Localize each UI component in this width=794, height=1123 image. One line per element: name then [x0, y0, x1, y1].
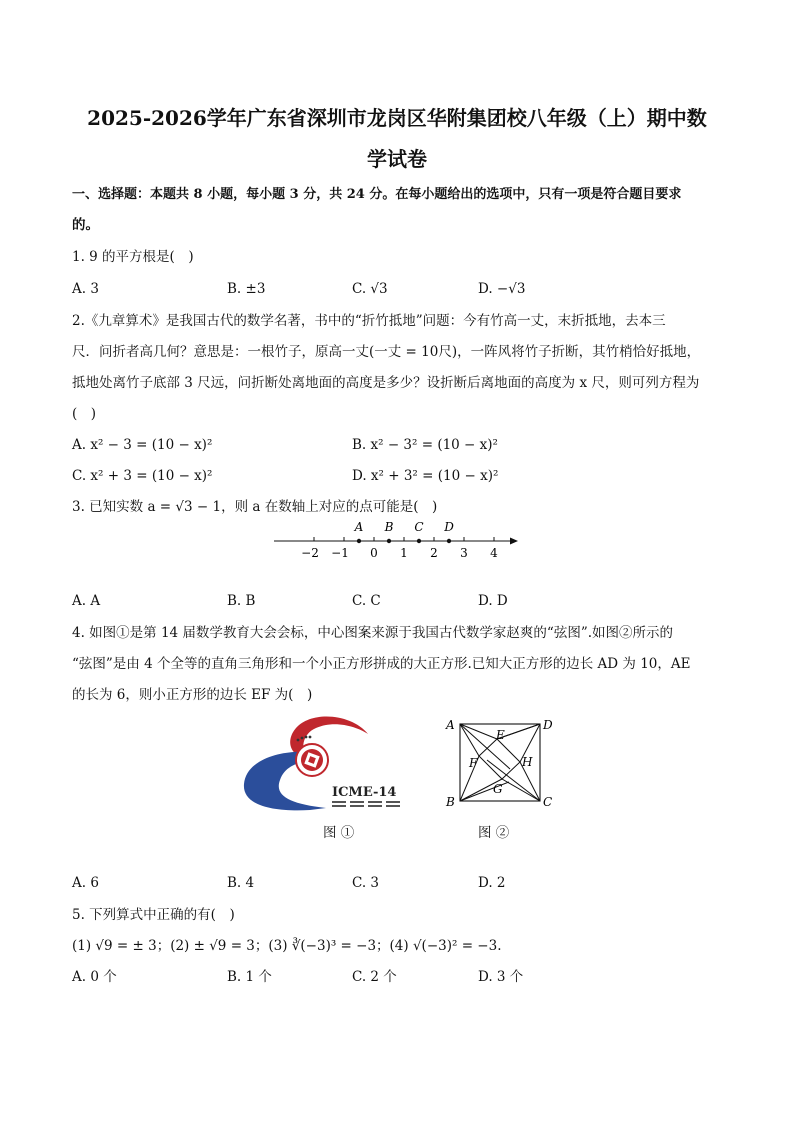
q5-option-d: D. 3 个 [478, 969, 524, 985]
q1-option-b: B. ±3 [227, 281, 266, 297]
tick-label-2: 2 [430, 546, 438, 560]
q4-option-c: C. 3 [352, 875, 380, 891]
point-d-label: D [444, 520, 454, 534]
q5-expressions: (1) √9 = ± 3；(2) ± √9 = 3；(3) ∛(−3)³ = −3；(4) √(−3)² = −3. [72, 938, 502, 954]
q3-option-a: A. A [72, 593, 101, 609]
section-heading: 一、选择题：本题共 8 小题，每小题 3 分，共 24 分。在每小题给出的选项中，只有一项是符合题目要求 [72, 187, 682, 202]
tick-label-neg1: −1 [331, 546, 349, 560]
q4-option-b: B. 4 [227, 875, 255, 891]
q4-option-a: A. 6 [72, 875, 99, 891]
tick-label-4: 4 [490, 546, 498, 560]
q2-stem-line2: 尺．问折者高几何？意思是：一根竹子，原高一丈(一丈 = 10尺)，一阵风将竹子折断，其竹梢恰好抵地， [72, 344, 701, 360]
fig2-caption: 图 ② [478, 825, 510, 841]
point-a [357, 539, 361, 543]
q4-stem-line3: 的长为 6，则小正方形的边长 EF 为( ) [72, 687, 313, 703]
point-c [417, 539, 421, 543]
q2-stem-line3: 抵地处离竹子底部 3 尺远，问折断处离地面的高度是多少？设折断后离地面的高度为 x 尺，则可列方程为 [72, 375, 700, 391]
q3-option-c: C. C [352, 593, 381, 609]
label-c: C [543, 795, 553, 809]
point-c-label: C [414, 520, 424, 534]
point-b [387, 539, 391, 543]
q2-option-c: C. x² + 3 = (10 − x)² [72, 468, 213, 484]
exam-title-line2: 学试卷 [367, 147, 427, 171]
q3-option-b: B. B [227, 593, 256, 609]
label-g: G [493, 782, 503, 796]
q1-option-a: A. 3 [72, 281, 99, 297]
logo-stripes [332, 801, 400, 807]
q2-stem-line4: ( ) [72, 406, 97, 422]
number-line-figure [270, 516, 522, 562]
point-a-label: A [354, 520, 364, 534]
number-line-ticks [314, 537, 494, 541]
tick-label-3: 3 [460, 546, 468, 560]
q3-option-d: D. D [478, 593, 508, 609]
tick-label-neg2: −2 [301, 546, 319, 560]
q4-option-d: D. 2 [478, 875, 506, 891]
q5-stem: 5. 下列算式中正确的有( ) [72, 907, 235, 923]
q2-option-a: A. x² − 3 = (10 − x)² [72, 437, 213, 453]
label-a: A [446, 718, 455, 732]
logo-text: ICME-14 [332, 785, 397, 800]
q5-option-a: A. 0 个 [72, 969, 117, 985]
label-f: F [469, 756, 478, 770]
label-d: D [543, 718, 553, 732]
q2-stem-line1: 2.《九章算术》是我国古代的数学名著，书中的“折竹抵地”问题：今有竹高一丈，末折抵地，去本三 [72, 313, 666, 329]
q5-option-c: C. 2 个 [352, 969, 397, 985]
tick-label-0: 0 [370, 546, 378, 560]
q2-option-b: B. x² − 3² = (10 − x)² [352, 437, 498, 453]
point-b-label: B [384, 520, 394, 534]
icme14-logo-figure [240, 708, 418, 816]
exam-title-line1: 2025-2026学年广东省深圳市龙岗区华附集团校八年级（上）期中数 [87, 106, 707, 130]
q1-option-d: D. −√3 [478, 281, 526, 297]
label-e: E [496, 728, 505, 742]
q5-option-b: B. 1 个 [227, 969, 272, 985]
label-h: H [522, 755, 533, 769]
label-b: B [446, 795, 455, 809]
section-heading-cont: 的。 [72, 217, 99, 233]
chord-diagram-figure [440, 712, 558, 812]
q1-option-c: C. √3 [352, 281, 388, 297]
q2-option-d: D. x² + 3² = (10 − x)² [352, 468, 499, 484]
tick-label-1: 1 [400, 546, 408, 560]
fig1-caption: 图 ① [323, 825, 355, 841]
q4-stem-line2: “弦图”是由 4 个全等的直角三角形和一个小正方形拼成的大正方形.已知大正方形的边长 AD 为 10，AE [72, 656, 691, 672]
point-d [447, 539, 451, 543]
q1-stem: 1. 9 的平方根是( ) [72, 249, 194, 265]
q3-stem: 3. 已知实数 a = √3 − 1，则 a 在数轴上对应的点可能是( ) [72, 499, 438, 515]
q4-stem-line1: 4. 如图①是第 14 届数学教育大会会标，中心图案来源于我国古代数学家赵爽的“弦图”.如图②所示的 [72, 625, 674, 641]
